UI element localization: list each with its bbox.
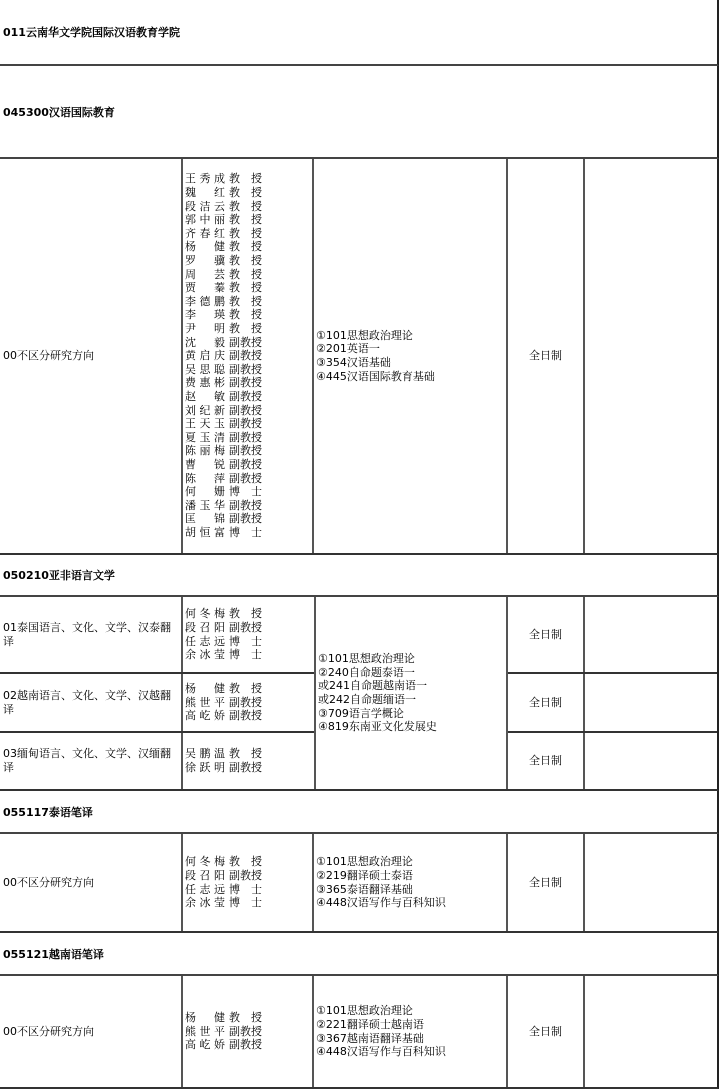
exam-subject: ①101思想政治理论 <box>316 1004 413 1018</box>
teacher-entry <box>185 1011 262 1025</box>
teacher-title: 副教授 <box>229 620 262 634</box>
teacher-title: 教授 <box>229 1011 262 1025</box>
teacher-name: 吴鹏温 <box>185 747 225 761</box>
note-cell <box>585 674 717 731</box>
teacher-name: 何姗 <box>185 485 225 499</box>
teacher-entry <box>185 883 262 897</box>
teacher-title: 教授 <box>229 172 262 186</box>
exam-subject: ②240自命题泰语一 <box>318 665 415 679</box>
teacher-list <box>185 172 262 539</box>
exam-subject: ③365泰语翻译基础 <box>316 882 413 896</box>
teacher-entry <box>185 431 262 445</box>
teacher-list <box>185 1011 262 1052</box>
program-header <box>0 791 719 834</box>
exam-subject: ②221翻译硕士越南语 <box>316 1017 424 1031</box>
teacher-name: 王秀成 <box>185 172 225 186</box>
table-row <box>0 597 314 674</box>
teacher-entry <box>185 747 262 761</box>
exam-subject: ④445汉语国际教育基础 <box>316 369 435 383</box>
exam-subject: ①101思想政治理论 <box>316 328 413 342</box>
exam-subject: ③367越南语翻译基础 <box>316 1031 424 1045</box>
teacher-entry <box>185 200 262 214</box>
teacher-name: 陈丽梅 <box>185 444 225 458</box>
teacher-title: 副教授 <box>229 709 262 723</box>
teacher-title: 副教授 <box>229 695 262 709</box>
teachers-cell <box>183 159 314 553</box>
exam-subject: ①101思想政治理论 <box>318 652 415 666</box>
teacher-title: 教授 <box>229 855 262 869</box>
teacher-entry <box>185 761 262 775</box>
teacher-name: 熊世平 <box>185 695 225 709</box>
teacher-name: 陈萍 <box>185 471 225 485</box>
teacher-name: 余冰莹 <box>185 896 225 910</box>
teacher-name: 费惠彬 <box>185 376 225 390</box>
teacher-name: 刘纪新 <box>185 403 225 417</box>
teacher-name: 高屹娇 <box>185 1038 225 1052</box>
study-mode-cell <box>508 976 585 1087</box>
teacher-entry <box>185 227 262 241</box>
study-mode: 全日制 <box>529 754 562 768</box>
table-row <box>0 159 719 555</box>
teacher-name: 熊世平 <box>185 1024 225 1038</box>
teacher-entry <box>185 1025 262 1039</box>
exam-subject: ②201英语一 <box>316 342 380 356</box>
teacher-name: 赵敏 <box>185 389 225 403</box>
teacher-entry <box>185 855 262 869</box>
teacher-title: 副教授 <box>229 498 262 512</box>
note-cell <box>585 976 717 1087</box>
teacher-entry <box>185 268 262 282</box>
teacher-name: 王天玉 <box>185 417 225 431</box>
teachers-cell <box>183 674 314 731</box>
teacher-entry <box>185 404 262 418</box>
teacher-name: 杨健 <box>185 240 225 254</box>
teacher-title: 博士 <box>229 896 262 910</box>
teacher-name: 吴思聪 <box>185 362 225 376</box>
table-row <box>0 976 719 1089</box>
teacher-name: 段洁云 <box>185 199 225 213</box>
teacher-title: 博士 <box>229 882 262 896</box>
exam-subject: 或242自命题缅语一 <box>318 693 416 706</box>
teacher-title: 博士 <box>229 525 262 539</box>
teacher-entry <box>185 621 262 635</box>
program-title: 050210亚非语言文学 <box>3 569 115 582</box>
college-title: 011云南华文学院国际汉语教育学院 <box>3 26 180 39</box>
direction-cell <box>0 597 183 672</box>
direction-cell <box>0 976 183 1087</box>
teacher-entry <box>185 458 262 472</box>
teacher-entry <box>185 869 262 883</box>
college-header <box>0 0 719 66</box>
teacher-entry <box>185 607 262 621</box>
teacher-name: 贾蓁 <box>185 281 225 295</box>
teacher-title: 副教授 <box>229 417 262 431</box>
study-mode-cell <box>508 733 585 789</box>
teacher-entry <box>185 526 262 540</box>
teacher-title: 教授 <box>229 186 262 200</box>
teacher-title: 副教授 <box>229 376 262 390</box>
teacher-title: 副教授 <box>229 335 262 349</box>
direction-cell <box>0 159 183 553</box>
note-cell <box>585 159 717 553</box>
teacher-entry <box>185 308 262 322</box>
teacher-entry <box>185 213 262 227</box>
teacher-title: 副教授 <box>229 389 262 403</box>
teacher-title: 副教授 <box>229 512 262 526</box>
direction-name: 01泰国语言、文化、文学、汉泰翻译 <box>3 620 171 648</box>
table-row <box>0 733 314 789</box>
teacher-name: 沈毅 <box>185 335 225 349</box>
teacher-name: 何冬梅 <box>185 855 225 869</box>
teacher-list <box>185 607 262 661</box>
teacher-title: 教授 <box>229 294 262 308</box>
teacher-title: 副教授 <box>229 457 262 471</box>
study-mode-cell <box>508 597 585 672</box>
study-mode-cell <box>508 834 585 931</box>
teacher-name: 高屹娇 <box>185 709 225 723</box>
teacher-title: 博士 <box>229 634 262 648</box>
exam-list <box>316 329 435 383</box>
teacher-name: 何冬梅 <box>185 607 225 621</box>
direction-name: 00不区分研究方向 <box>3 349 94 363</box>
teacher-title: 博士 <box>229 485 262 499</box>
teacher-name: 魏红 <box>185 186 225 200</box>
teacher-title: 教授 <box>229 682 262 696</box>
teacher-entry <box>185 322 262 336</box>
teacher-name: 匡锦 <box>185 512 225 526</box>
teacher-title: 教授 <box>229 254 262 268</box>
teacher-list <box>185 682 262 723</box>
teacher-title: 副教授 <box>229 1038 262 1052</box>
teacher-name: 周芸 <box>185 267 225 281</box>
teacher-title: 副教授 <box>229 362 262 376</box>
teacher-name: 段召阳 <box>185 620 225 634</box>
study-mode: 全日制 <box>529 875 562 889</box>
teacher-title: 教授 <box>229 322 262 336</box>
teacher-entry <box>185 349 262 363</box>
teacher-title: 副教授 <box>229 349 262 363</box>
teacher-name: 尹明 <box>185 322 225 336</box>
teacher-name: 任志远 <box>185 882 225 896</box>
teacher-entry <box>185 472 262 486</box>
teachers-cell <box>183 733 314 789</box>
teacher-name: 夏玉清 <box>185 430 225 444</box>
teacher-name: 余冰莹 <box>185 648 225 662</box>
teacher-entry <box>185 363 262 377</box>
program-header <box>0 933 719 976</box>
study-mode-cell <box>508 159 585 553</box>
teacher-entry <box>185 254 262 268</box>
direction-name: 02越南语言、文化、文学、汉越翻译 <box>3 688 171 716</box>
exam-subject: ④448汉语写作与百科知识 <box>316 1045 446 1059</box>
study-mode: 全日制 <box>529 349 562 363</box>
table-row-group <box>0 597 719 791</box>
teacher-name: 罗骥 <box>185 254 225 268</box>
teacher-title: 副教授 <box>229 403 262 417</box>
exam-subject: 或241自命题越南语一 <box>318 679 427 693</box>
teacher-entry <box>185 336 262 350</box>
teacher-list <box>185 747 262 774</box>
exam-list <box>316 1004 446 1058</box>
teacher-name: 段召阳 <box>185 868 225 882</box>
teacher-name: 杨健 <box>185 682 225 696</box>
exam-list <box>318 652 437 734</box>
teachers-cell <box>183 597 314 672</box>
teacher-entry <box>185 295 262 309</box>
teacher-name: 曹锐 <box>185 457 225 471</box>
teacher-entry <box>185 499 262 513</box>
teacher-title: 博士 <box>229 648 262 662</box>
study-mode: 全日制 <box>529 1024 562 1038</box>
teacher-entry <box>185 896 262 910</box>
teacher-entry <box>185 696 262 710</box>
teacher-title: 教授 <box>229 281 262 295</box>
teacher-title: 副教授 <box>229 868 262 882</box>
teacher-title: 教授 <box>229 199 262 213</box>
teacher-title: 教授 <box>229 308 262 322</box>
program-title: 055121越南语笔译 <box>3 947 104 961</box>
program-header <box>0 555 719 597</box>
teacher-name: 杨健 <box>185 1011 225 1025</box>
direction-name: 00不区分研究方向 <box>3 875 94 889</box>
exams-cell <box>314 834 508 931</box>
study-mode-cell <box>508 674 585 731</box>
teacher-list <box>185 855 262 909</box>
teacher-entry <box>185 186 262 200</box>
teacher-title: 教授 <box>229 267 262 281</box>
teacher-entry <box>185 635 262 649</box>
teacher-name: 齐春红 <box>185 226 225 240</box>
teacher-title: 副教授 <box>229 444 262 458</box>
teacher-entry <box>185 281 262 295</box>
exam-subject: ③354汉语基础 <box>316 356 391 369</box>
exam-subject: ③709语言学概论 <box>318 706 404 720</box>
teacher-name: 胡恒富 <box>185 525 225 539</box>
teacher-entry <box>185 709 262 723</box>
teacher-entry <box>185 172 262 186</box>
program-header <box>0 66 719 159</box>
table-row <box>0 674 314 733</box>
exam-subject: ①101思想政治理论 <box>316 855 413 869</box>
program-title: 045300汉语国际教育 <box>3 105 115 119</box>
exam-list <box>316 855 446 909</box>
teacher-title: 教授 <box>229 226 262 240</box>
teacher-entry <box>185 512 262 526</box>
exams-cell <box>314 159 508 553</box>
teacher-title: 教授 <box>229 607 262 621</box>
note-cell <box>585 597 717 672</box>
teacher-title: 教授 <box>229 747 262 761</box>
exam-subject: ④448汉语写作与百科知识 <box>316 896 446 910</box>
direction-cell <box>0 674 183 731</box>
teacher-title: 副教授 <box>229 471 262 485</box>
teacher-name: 徐跃明 <box>185 761 225 774</box>
direction-cell <box>0 834 183 931</box>
note-cell <box>585 733 717 789</box>
teacher-entry <box>185 240 262 254</box>
study-mode: 全日制 <box>529 695 562 709</box>
teacher-entry <box>185 485 262 499</box>
teachers-cell <box>183 976 314 1087</box>
exams-cell <box>314 976 508 1087</box>
teacher-entry <box>185 682 262 696</box>
direction-name: 03缅甸语言、文化、文学、汉缅翻译 <box>3 747 171 774</box>
teacher-name: 郭中丽 <box>185 213 225 227</box>
program-title: 055117泰语笔译 <box>3 805 93 819</box>
teacher-title: 副教授 <box>229 430 262 444</box>
teacher-entry <box>185 444 262 458</box>
teacher-entry <box>185 376 262 390</box>
exam-subject: ②219翻译硕士泰语 <box>316 868 413 882</box>
teacher-entry <box>185 1038 262 1052</box>
teacher-title: 副教授 <box>229 761 262 774</box>
teacher-title: 教授 <box>229 240 262 254</box>
note-cell <box>585 834 717 931</box>
teacher-name: 潘玉华 <box>185 498 225 512</box>
teacher-entry <box>185 417 262 431</box>
teacher-entry <box>185 390 262 404</box>
exam-subject: ④819东南亚文化发展史 <box>318 720 437 734</box>
shared-exams-cell <box>314 597 508 789</box>
teacher-title: 教授 <box>229 213 262 227</box>
teacher-name: 任志远 <box>185 634 225 648</box>
direction-cell <box>0 733 183 789</box>
teacher-name: 李瑛 <box>185 308 225 322</box>
teacher-name: 黄启庆 <box>185 349 225 363</box>
teacher-title: 副教授 <box>229 1024 262 1038</box>
teacher-entry <box>185 648 262 662</box>
teacher-name: 李德鹏 <box>185 294 225 308</box>
direction-name: 00不区分研究方向 <box>3 1024 94 1038</box>
teachers-cell <box>183 834 314 931</box>
study-mode: 全日制 <box>529 627 562 641</box>
table-row <box>0 834 719 933</box>
